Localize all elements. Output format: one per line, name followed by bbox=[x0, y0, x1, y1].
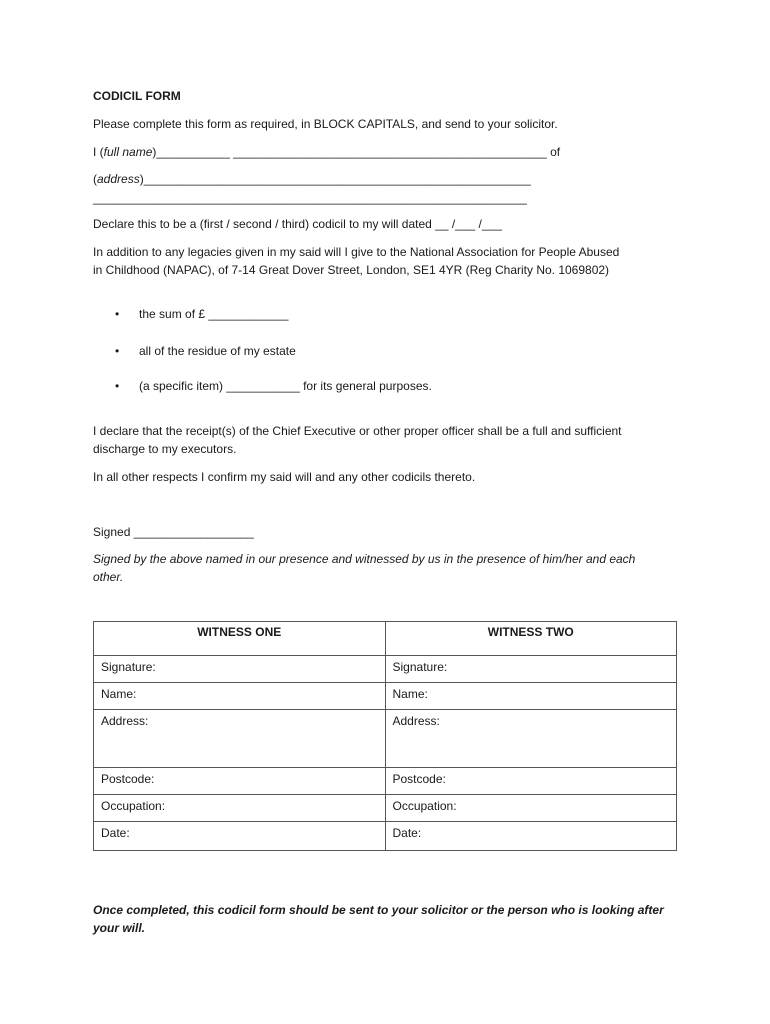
witness-two-postcode-field[interactable]: Postcode: bbox=[385, 768, 677, 795]
bullet-item-sum bbox=[115, 307, 288, 322]
address-blank: )__________________________________________________________ bbox=[139, 172, 531, 186]
witness-table bbox=[93, 621, 677, 851]
witnessed-text-line-1: Signed by the above named in our presence and witnessed by us in the presence of him/her and each bbox=[93, 552, 636, 566]
address-prefix: ( bbox=[93, 172, 97, 186]
bullet-item-residue bbox=[115, 344, 296, 359]
witness-two-date-field[interactable]: Date: bbox=[385, 822, 677, 851]
confirm-text: In all other respects I confirm my said will and any other codicils thereto. bbox=[93, 470, 476, 484]
name-prefix: I ( bbox=[93, 145, 104, 159]
table-row bbox=[94, 710, 677, 768]
bullet-icon: • bbox=[115, 344, 120, 358]
bullet-item-specific bbox=[115, 379, 432, 394]
witness-one-date-field[interactable]: Date: bbox=[94, 822, 386, 851]
closing-note-line-2: your will. bbox=[93, 921, 146, 935]
witness-one-signature-field[interactable]: Signature: bbox=[94, 656, 386, 683]
name-suffix: of bbox=[550, 145, 561, 159]
table-row bbox=[94, 768, 677, 795]
bullet-text: the sum of £ ____________ bbox=[139, 307, 289, 321]
receipt-text-line-1: I declare that the receipt(s) of the Chief Executive or other proper officer shall be a full and sufficient bbox=[93, 424, 622, 438]
receipt-text-line-2: discharge to my executors. bbox=[93, 442, 237, 456]
signed-line[interactable]: Signed __________________ bbox=[93, 525, 254, 539]
witness-one-postcode-field[interactable]: Postcode: bbox=[94, 768, 386, 795]
legacy-text-line-1: In addition to any legacies given in my said will I give to the National Association for People Abused bbox=[93, 245, 620, 259]
witness-one-occupation-field[interactable]: Occupation: bbox=[94, 795, 386, 822]
full-name-label: full name bbox=[103, 145, 153, 159]
witness-two-signature-field[interactable]: Signature: bbox=[385, 656, 677, 683]
form-title: CODICIL FORM bbox=[93, 89, 181, 103]
address-line[interactable] bbox=[93, 172, 531, 187]
table-row bbox=[94, 683, 677, 710]
table-row bbox=[94, 795, 677, 822]
witness-two-occupation-field[interactable]: Occupation: bbox=[385, 795, 677, 822]
witness-two-address-field[interactable]: Address: bbox=[385, 710, 677, 768]
legacy-text-line-2: in Childhood (NAPAC), of 7-14 Great Dover Street, London, SE1 4YR (Reg Charity No. 1069802) bbox=[93, 263, 610, 277]
witness-two-header: WITNESS TWO bbox=[385, 622, 677, 656]
table-row bbox=[94, 656, 677, 683]
declare-text: Declare this to be a (first / second / third) codicil to my will dated __ /___ /___ bbox=[93, 217, 502, 231]
address-label: address bbox=[97, 172, 140, 186]
witness-one-header: WITNESS ONE bbox=[94, 622, 386, 656]
bullet-icon: • bbox=[115, 307, 120, 321]
bullet-icon: • bbox=[115, 379, 120, 393]
table-header-row bbox=[94, 622, 677, 656]
bullet-text: all of the residue of my estate bbox=[139, 344, 296, 358]
instruction-text: Please complete this form as required, in BLOCK CAPITALS, and send to your solicitor. bbox=[93, 117, 558, 131]
table-row bbox=[94, 822, 677, 851]
witness-one-name-field[interactable]: Name: bbox=[94, 683, 386, 710]
witnessed-text-line-2: other. bbox=[93, 570, 124, 584]
full-name-line[interactable] bbox=[93, 145, 560, 160]
bullet-text: (a specific item) ___________ for its general purposes. bbox=[139, 379, 432, 393]
address-line-2[interactable]: _________________________________________________________________ bbox=[93, 191, 527, 205]
witness-two-name-field[interactable]: Name: bbox=[385, 683, 677, 710]
witness-one-address-field[interactable]: Address: bbox=[94, 710, 386, 768]
name-blank: )___________ _______________________________________________ bbox=[152, 145, 551, 159]
closing-note-line-1: Once completed, this codicil form should be sent to your solicitor or the person who is looking after bbox=[93, 903, 664, 917]
